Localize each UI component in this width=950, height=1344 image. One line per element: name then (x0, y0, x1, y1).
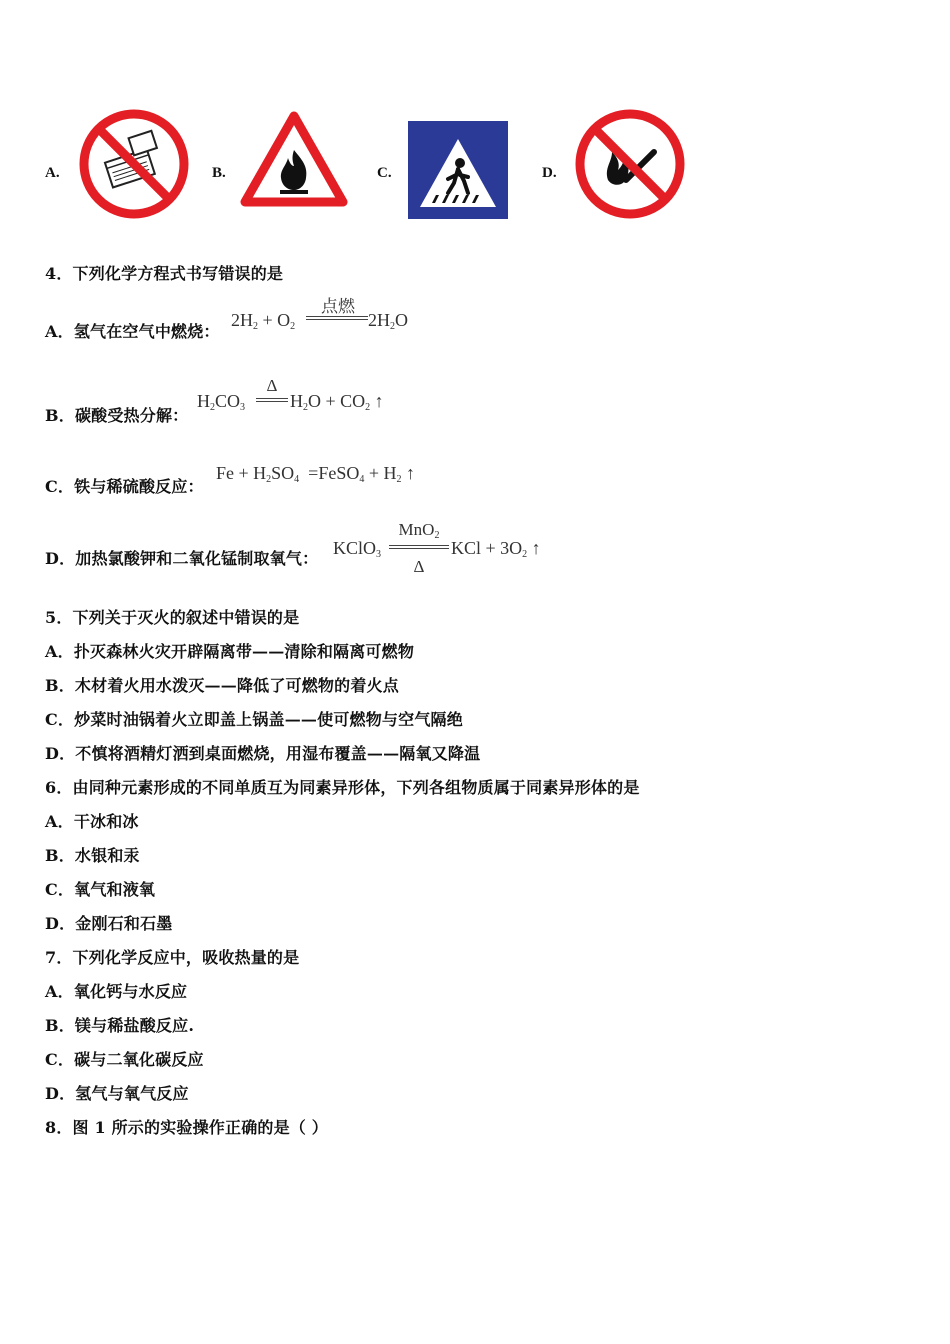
q4-option-c (45, 474, 204, 497)
question-7-stem: 7．下列化学反应中，吸收热量的是 (45, 948, 300, 967)
q4-a-products: $2H_2O$ (368, 310, 408, 332)
q4-option-d-label: D． (45, 549, 76, 568)
no-matches-sign-icon (78, 108, 190, 220)
q4-d-reactants: KClO$_3$ (333, 538, 382, 560)
q4-b-reactants: $H_2CO_3$ (197, 391, 246, 413)
pedestrian-crossing-sign-icon (408, 121, 508, 219)
q4-b-products: $H_2O + CO_2$ ↑ (290, 391, 384, 413)
q4-option-c-text: 铁与稀硫酸反应： (74, 477, 204, 496)
q6-option-a: A．干冰和冰 (45, 812, 139, 831)
q4-option-a-text: 氢气在空气中燃烧： (73, 322, 220, 341)
q4-option-a (45, 319, 220, 342)
q7-option-b: B．镁与稀盐酸反应. (45, 1016, 195, 1035)
q4-option-b (45, 403, 188, 426)
q6-option-b: B．水银和汞 (45, 846, 140, 865)
q4-b-equals-sign (256, 398, 288, 402)
q4-option-d (45, 546, 318, 569)
question-4-stem: 4．下列化学方程式书写错误的是 (45, 264, 284, 283)
q4-d-catalyst: MnO$_2$ (398, 520, 440, 541)
q5-option-a: A．扑灭森林火灾开辟隔离带——清除和隔离可燃物 (45, 642, 415, 661)
q7-option-c: C．碳与二氧化碳反应 (45, 1050, 204, 1069)
q4-a-condition: 点燃 (321, 297, 355, 316)
question-6-stem: 6．由同种元素形成的不同单质互为同素异形体，下列各组物质属于同素异形体的是 (45, 778, 640, 797)
q4-d-products: KCl + $3O_2$ ↑ (451, 538, 541, 560)
q4-b-condition: Δ (266, 376, 278, 395)
q4-option-b-label: B． (45, 406, 75, 425)
q4-option-c-label: C． (45, 477, 75, 496)
q4-a-reactants: $2H_2 + O_2$ (231, 310, 296, 332)
question-5-stem: 5．下列关于灭火的叙述中错误的是 (45, 608, 300, 627)
question-8-stem: 8．图 1 所示的实验操作正确的是（ ） (45, 1118, 328, 1137)
q6-option-c: C．氧气和液氧 (45, 880, 156, 899)
q6-option-d: D．金刚石和石墨 (45, 914, 173, 933)
q4-d-equals-sign (389, 545, 449, 549)
option-d-label: D. (542, 165, 557, 181)
q5-option-c: C．炒菜时油锅着火立即盖上锅盖——使可燃物与空气隔绝 (45, 710, 463, 729)
no-open-flame-sign-icon (574, 108, 686, 220)
q5-option-d: D．不慎将酒精灯洒到桌面燃烧，用湿布覆盖——隔氧又降温 (45, 744, 481, 763)
q4-d-condition: Δ (413, 557, 425, 576)
q7-option-a: A．氧化钙与水反应 (45, 982, 188, 1001)
option-b-label: B. (212, 165, 226, 181)
option-a-label: A. (45, 165, 60, 181)
flammable-warning-sign-icon (240, 110, 348, 208)
q4-option-a-label: A． (45, 322, 74, 341)
q5-option-b: B．木材着火用水泼灭——降低了可燃物的着火点 (45, 676, 399, 695)
q4-c-equation: $Fe + H_2SO_4$ =FeSO$_4$ + $H_2$ ↑ (216, 463, 415, 485)
q7-option-d: D．氢气与氧气反应 (45, 1084, 189, 1103)
q4-option-d-text: 加热氯酸钾和二氧化锰制取氧气： (75, 549, 319, 568)
option-c-label: C. (377, 165, 392, 181)
q4-a-equals-sign (306, 316, 368, 320)
q4-option-b-text: 碳酸受热分解： (74, 406, 189, 425)
